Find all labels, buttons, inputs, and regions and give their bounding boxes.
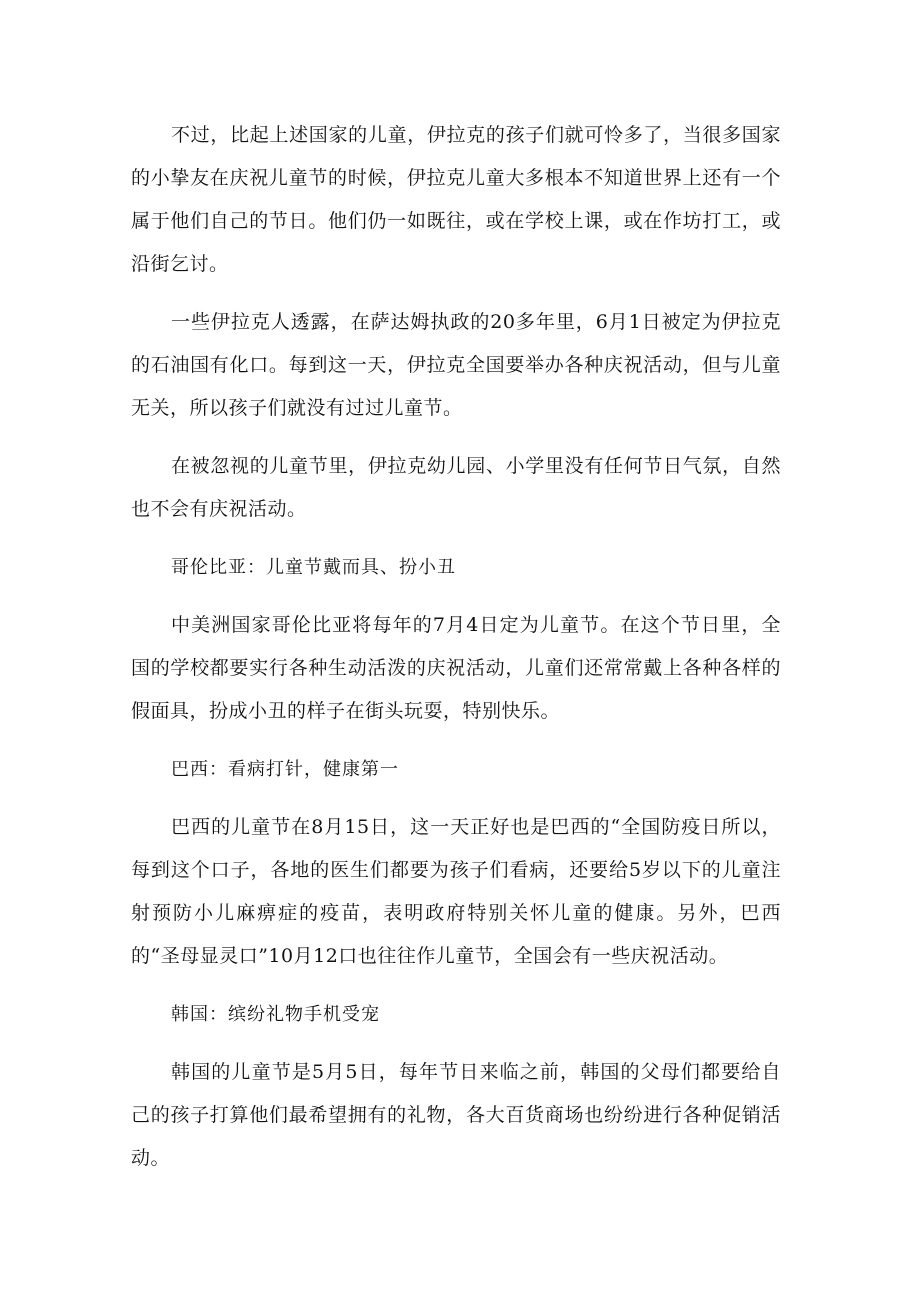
paragraph-iraq-oil-day: 一些伊拉克人透露，在萨达姆执政的20多年里，6月1日被定为伊拉克的石油国有化口。每到这一天，伊拉克全国要举办各种庆祝活动，但与儿童无关，所以孩子们就没有过过儿童节。 (131, 311, 781, 419)
paragraph-colombia: 中美洲国家哥伦比亚将每年的7月4日定为儿童节。在这个节日里，全国的学校都要实行各种生动活泼的庆祝活动，儿童们还常常戴上各种各样的假面具，扮成小丑的样子在街头玩耍，特别快乐。 (131, 614, 781, 722)
paragraph-iraq-ignored: 在被忽视的儿童节里，伊拉克幼儿园、小学里没有任何节日气氛，自然也不会有庆祝活动。 (131, 455, 781, 520)
document-body (131, 114, 781, 1195)
paragraph-korea: 韩国的儿童节是5月5日，每年节日来临之前，韩国的父母们都要给自己的孩子打算他们最希望拥有的礼物，各大百货商场也纷纷进行各种促销活动。 (131, 1061, 781, 1169)
heading-brazil: 巴西：看病打针，健康第一 (171, 759, 399, 780)
paragraph-iraq-intro: 不过，比起上述国家的儿童，伊拉克的孩子们就可怜多了，当很多国家的小挚友在庆祝儿童节的时候，伊拉克儿童大多根本不知道世界上还有一个属于他们自己的节日。他们仍一如既往，或在学校上课，或在作坊打工，或沿街乞讨。 (131, 124, 781, 275)
paragraph-brazil: 巴西的儿童节在8月15日，这一天正好也是巴西的“全国防疫日所以，每到这个口子，各地的医生们都要为孩子们看病，还要给5岁以下的儿童注射预防小儿麻痹症的疫苗，表明政府特别关怀儿童的健康。另外，巴西的“圣母显灵口”10月12口也往往作儿童节，全国会有一些庆祝活动。 (131, 816, 781, 967)
heading-colombia: 哥伦比亚：儿童节戴而具、扮小丑 (171, 557, 456, 578)
heading-korea: 韩国：缤纷礼物手机受宠 (171, 1004, 380, 1025)
